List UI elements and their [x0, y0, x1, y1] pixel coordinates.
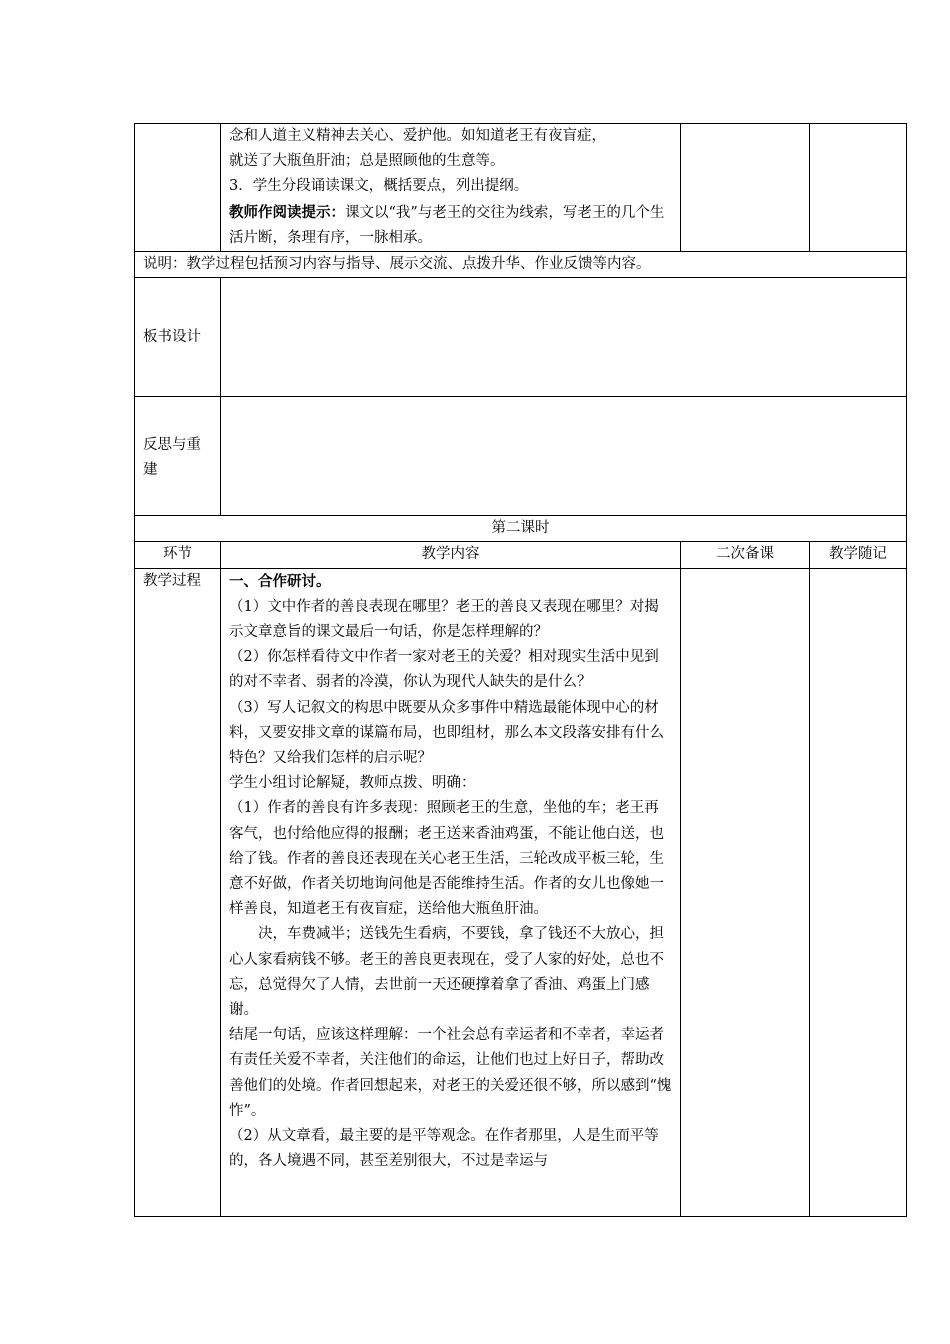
reading-tip-text: 课文以“我”与老王的交往为线索，写老王的几个生活片断，条理有序，一脉相承。: [229, 204, 665, 246]
discussion-question: （2）你怎样看待文中作者一家对老王的关爱？相对现实生活中见到的对不幸者、弱者的冷漠，你认为现代人缺失的是什么？: [229, 649, 659, 691]
section-title: 一、合作研讨。: [229, 572, 331, 590]
board-design-content: [221, 278, 907, 397]
board-design-row: [135, 278, 907, 397]
reflection-label-cell: [135, 397, 221, 516]
second-lesson-title: 第二课时: [135, 516, 907, 542]
lesson-plan-table: [134, 123, 907, 1217]
second-prep-cell: [681, 568, 810, 1216]
content-line: 3．学生分段诵读课文，概括要点，列出提纲。: [229, 178, 529, 195]
reading-tip: [229, 200, 672, 251]
header-second-prep: 二次备课: [681, 542, 810, 568]
answer-paragraph: （2）从文章看，最主要的是平等观念。在作者那里，人是生而平等的，各人境遇不同，甚至差别很大，不过是幸运与: [229, 1128, 659, 1170]
header-notes: 教学随记: [810, 542, 907, 568]
reflection-content: [221, 397, 907, 516]
process-label-cell: [135, 568, 221, 1216]
stage-cell-empty: [135, 124, 221, 252]
teaching-process-row: [135, 568, 907, 1216]
reflection-label: 反思与重建: [143, 437, 201, 479]
note-text: 说明：教学过程包括预习内容与指导、展示交流、点拨升华、作业反馈等内容。: [143, 256, 651, 273]
answer-paragraph: 决，车费减半；送钱先生看病，不要钱，拿了钱还不大放心，担心人家看病钱不够。老王的善良更表现在，受了人家的好处，总也不忘，总觉得欠了人情，去世前一天还硬撑着拿了香油、鸡蛋上门感谢。: [229, 926, 664, 1019]
notes-cell: [810, 124, 907, 252]
second-prep-cell: [681, 124, 810, 252]
discussion-question: （3）写人记叙文的构思中既要从众多事件中精选最能体现中心的材料，又要安排文章的谋篇布局，也即组材，那么本文段落安排有什么特色？又给我们怎样的启示呢？: [229, 699, 664, 767]
note-row: [135, 252, 907, 278]
content-line: 念和人道主义精神去关心、爱护他。如知道老王有夜盲症，: [229, 128, 606, 144]
process-content-cell: [221, 568, 681, 1216]
answer-paragraph: 结尾一句话，应该这样理解：一个社会总有幸运者和不幸者，幸运者有责任关爱不幸者，关注他们的命运，让他们也过上好日子，帮助改善他们的处境。作者回想起来，对老王的关爱还很不够，所以感到“愧怍”。: [229, 1027, 672, 1119]
process-label: 教学过程: [143, 572, 201, 589]
board-design-label-cell: [135, 278, 221, 397]
lesson1-content-row: [135, 124, 907, 252]
reflection-row: [135, 397, 907, 516]
reading-tip-label: 教师作阅读提示：: [229, 203, 345, 221]
notes-cell: [810, 568, 907, 1216]
header-content: 教学内容: [221, 542, 681, 568]
lesson1-content-cell: [221, 124, 681, 252]
answer-paragraph: （1）作者的善良有许多表现：照顾老王的生意，坐他的车；老王再客气，也付给他应得的报酬；老王送来香油鸡蛋，不能让他白送，也给了钱。作者的善良还表现在关心老王生活，三轮改成平板三轮，生意不好做，作者关切地询问他是否能维持生活。作者的女儿也像她一样善良，知道老王有夜盲症，送给他大瓶鱼肝油。: [229, 800, 664, 918]
note-cell: [135, 252, 907, 278]
board-design-label: 板书设计: [143, 328, 201, 345]
second-lesson-row: [135, 516, 907, 542]
content-line: 就送了大瓶鱼肝油；总是照顾他的生意等。: [229, 153, 505, 170]
header-row: [135, 542, 907, 568]
header-stage: 环节: [135, 542, 221, 568]
discussion-question: （1）文中作者的善良表现在哪里？老王的善良又表现在哪里？对揭示文章意旨的课文最后一句话，你是怎样理解的？: [229, 598, 659, 641]
discussion-intro: 学生小组讨论解疑，教师点拨、明确：: [229, 775, 476, 792]
